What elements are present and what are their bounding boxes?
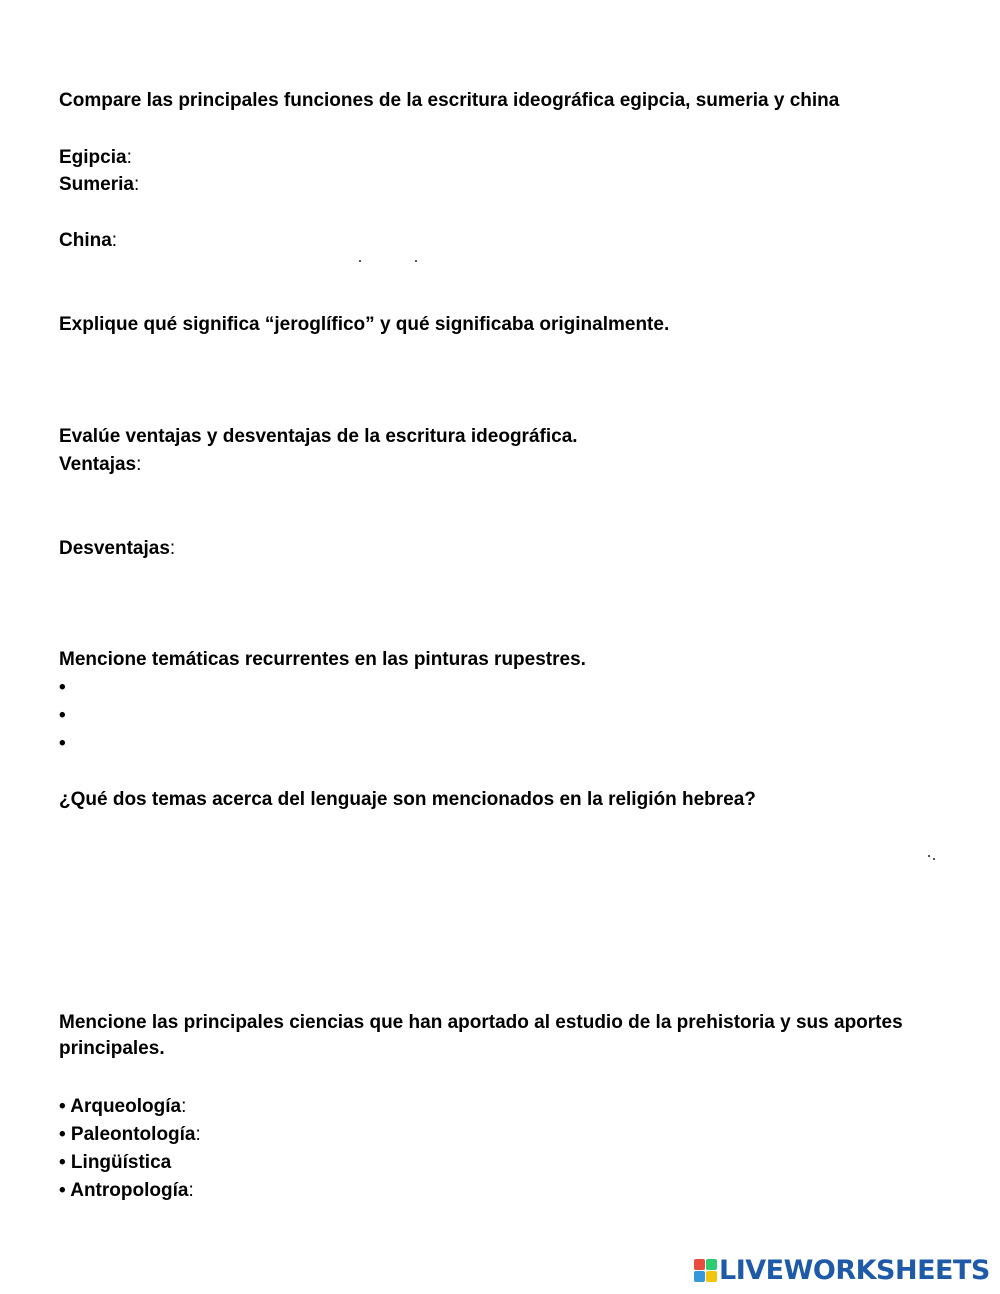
item-label: • Arqueología [59, 1096, 182, 1117]
item-label: Sumeria [59, 174, 134, 195]
q6-title: Mencione las principales ciencias que han aportado al estudio de la prehistoria y sus aportes principales. [59, 1012, 903, 1059]
q4-bullet: • [59, 705, 66, 726]
item-label: • Antropología [59, 1180, 189, 1201]
q4-bullet: • [59, 733, 66, 754]
liveworksheets-brand-text: LIVEWORKSHEETS [719, 1254, 990, 1286]
item-label: Desventajas [59, 538, 170, 559]
scan-speck [928, 855, 930, 857]
item-colon: : [195, 1124, 201, 1145]
q6-item [59, 1150, 171, 1176]
q2-title: Explique qué significa “jeroglífico” y qué significaba originalmente. [59, 314, 670, 335]
scan-speck [933, 858, 935, 860]
item-colon: : [111, 230, 118, 251]
q5-title: ¿Qué dos temas acerca del lenguaje son mencionados en la religión hebrea? [59, 789, 756, 810]
q6-item [59, 1122, 201, 1148]
liveworksheets-logo[interactable] [694, 1254, 990, 1286]
q3-desventajas [59, 536, 175, 562]
q1-item-egipcia [59, 145, 132, 171]
q1-item-china [59, 228, 117, 254]
item-label: Egipcia [59, 147, 127, 168]
q1-title: Compare las principales funciones de la escritura ideográfica egipcia, sumeria y china [59, 90, 840, 111]
item-colon: : [136, 454, 142, 475]
item-colon: : [169, 538, 176, 559]
item-label: China [59, 230, 112, 251]
q3-ventajas [59, 452, 141, 478]
liveworksheets-logo-icon [694, 1259, 717, 1282]
item-label: Ventajas [59, 454, 137, 475]
item-colon: : [181, 1096, 187, 1117]
q6-item [59, 1094, 186, 1120]
item-colon: : [133, 174, 140, 195]
q6-item [59, 1178, 194, 1204]
q4-bullet: • [59, 677, 66, 698]
scan-speck [359, 260, 361, 262]
item-label: • Lingüística [59, 1152, 172, 1173]
item-colon: : [126, 147, 132, 168]
item-label: • Paleontología [59, 1124, 196, 1145]
item-colon: : [188, 1180, 194, 1201]
q3-title: Evalúe ventajas y desventajas de la escritura ideográfica. [59, 426, 578, 447]
q4-title: Mencione temáticas recurrentes en las pinturas rupestres. [59, 649, 586, 670]
scan-speck [415, 260, 417, 262]
q1-item-sumeria [59, 172, 139, 198]
